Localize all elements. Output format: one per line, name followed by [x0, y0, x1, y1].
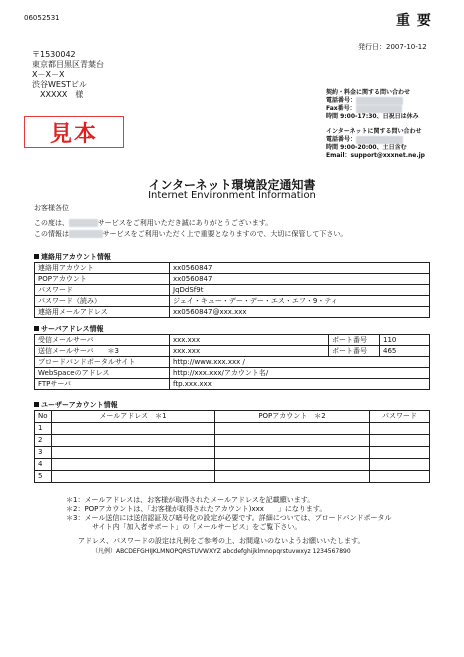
table-row: [35, 423, 430, 435]
email-cell: [52, 471, 215, 483]
table-row: [35, 459, 430, 471]
broadband-label: ブロードバンドポータルサイト: [35, 357, 170, 368]
send-server-label: 送信メールサーバ ＊3: [35, 346, 170, 357]
server-address-heading: サーバアドレス情報: [34, 324, 103, 334]
footer-legend: （凡例）ABCDEFGHIJKLMNOPQRSTUVWXYZ abcdefghijklmnopqrstuvwxyz 1234567890: [92, 548, 351, 555]
address-block: [32, 50, 104, 100]
notes-block: [66, 496, 391, 532]
intro-2-redacted: [69, 230, 103, 238]
tel-value: [356, 97, 403, 105]
important-heading: 重 要: [396, 13, 432, 29]
note-3: ＊3：メール送信には送信認証及び暗号化の設定が必要です。詳細については、ブロードバンドポータル: [66, 514, 392, 522]
tel-label: 電話番号：: [326, 97, 357, 104]
send-port-label: ポート番号: [329, 346, 380, 357]
intro-2-suffix: サービスをご利用いただく上で重要となりますので、大切に保管して下さい。: [102, 230, 348, 238]
ftp-value: ftp.xxx.xxx: [170, 379, 430, 390]
pop-cell: [215, 423, 370, 435]
password-cell: [370, 459, 430, 471]
fax-value: [356, 105, 403, 113]
row-label: パスワード（読み）: [35, 296, 170, 307]
pop-cell: [215, 459, 370, 471]
table-row: [35, 368, 430, 379]
webspace-value: http://xxx.xxx/アカウント名/: [170, 368, 430, 379]
row-label: 連絡用アカウント: [35, 263, 170, 274]
table-header-row: [35, 411, 430, 423]
net-tel-value: [356, 136, 403, 144]
table-row: [35, 285, 430, 296]
email-cell: [52, 435, 215, 447]
webspace-label: WebSpaceのアドレス: [35, 368, 170, 379]
email-cell: [52, 447, 215, 459]
table-row: [35, 296, 430, 307]
row-number: 4: [35, 459, 52, 471]
sample-stamp: 見本: [24, 116, 124, 148]
table-row: [35, 447, 430, 459]
address-line-3: 渋谷WESTビル: [32, 80, 87, 89]
header-no: No: [35, 411, 52, 423]
table-row: [35, 471, 430, 483]
table-row: [35, 263, 430, 274]
row-number: 1: [35, 423, 52, 435]
document-id: 06052531: [24, 14, 60, 22]
table-row: [35, 307, 430, 318]
pop-cell: [215, 447, 370, 459]
net-tel-label: 電話番号：: [326, 136, 357, 143]
server-address-table: [34, 334, 430, 390]
table-row: [35, 435, 430, 447]
pop-cell: [215, 471, 370, 483]
note-1: ＊1：メールアドレスは、お客様が取得されたメールアドレスを記載願います。: [66, 496, 315, 504]
net-inquiry-title: インターネットに関する問い合わせ: [326, 128, 422, 135]
intro-1-prefix: この度は、: [34, 219, 69, 227]
row-label: 連絡用メールアドレス: [35, 307, 170, 318]
row-value: JqDdSf9t: [170, 285, 430, 296]
address-line-2: X－X－X: [32, 70, 65, 79]
recv-server-value: xxx.xxx: [170, 335, 329, 346]
ftp-label: FTPサーバ: [35, 379, 170, 390]
footer-note: アドレス、パスワードの設定は凡例をご参考の上、お間違いのないようお願いいたします。: [78, 537, 365, 545]
header-password: パスワード: [370, 411, 430, 423]
title-en: Internet Environment Information: [148, 190, 316, 201]
row-number: 2: [35, 435, 52, 447]
email-value: support@xxxnet.ne.jp: [350, 152, 425, 159]
table-row: [35, 346, 430, 357]
table-row: [35, 335, 430, 346]
contact-block: [326, 89, 425, 160]
row-label: POPアカウント: [35, 274, 170, 285]
note-2: ＊2：POPアカウントは、「お客様が取得されたアカウント)xxx 」になります。: [66, 505, 327, 513]
table-row: [35, 274, 430, 285]
password-cell: [370, 435, 430, 447]
email-label: Email：: [326, 152, 351, 159]
table-row: [35, 379, 430, 390]
email-cell: [52, 423, 215, 435]
recv-server-label: 受信メールサーバ: [35, 335, 170, 346]
send-server-value: xxx.xxx: [170, 346, 329, 357]
intro-line-2: [34, 229, 347, 239]
intro-line-1: [34, 218, 272, 228]
broadband-value: http://www.xxx.xxx /: [170, 357, 430, 368]
table-row: [35, 357, 430, 368]
row-value: ジェイ・キュー・デー・デー・エス・エフ・9・ティ: [170, 296, 430, 307]
greeting: お客様各位: [34, 204, 69, 212]
row-value: xx0560847: [170, 274, 430, 285]
contact-account-table: [34, 262, 430, 318]
row-number: 3: [35, 447, 52, 459]
row-value: xx0560847: [170, 263, 430, 274]
fax-label: Fax番号：: [326, 105, 356, 112]
password-cell: [370, 471, 430, 483]
intro-1-suffix: サービスをご利用いただき誠にありがとうございます。: [97, 219, 273, 227]
title-ja: インターネット環境設定通知書: [148, 178, 316, 192]
fee-hours: 時間 9:00-17:30、日祝日は休み: [326, 113, 419, 120]
recv-port-label: ポート番号: [329, 335, 380, 346]
postal-code: 〒1530042: [32, 50, 76, 59]
password-cell: [370, 447, 430, 459]
intro-2-prefix: この情報は: [34, 230, 69, 238]
user-account-table: [34, 410, 430, 483]
intro-1-redacted: [69, 219, 98, 227]
header-pop: POPアカウント ＊2: [215, 411, 370, 423]
user-account-heading: ユーザーアカウント情報: [34, 400, 118, 410]
send-port-value: 465: [380, 346, 430, 357]
fee-inquiry-title: 契約・料金に関する問い合わせ: [326, 89, 411, 96]
email-cell: [52, 459, 215, 471]
password-cell: [370, 423, 430, 435]
recv-port-value: 110: [380, 335, 430, 346]
contact-account-heading: 連絡用アカウント情報: [34, 252, 111, 262]
net-hours: 時間 9:00-20:00、土日含む: [326, 144, 407, 151]
address-line-1: 東京都目黒区青葉台: [32, 60, 104, 69]
recipient-name: XXXXX 様: [40, 90, 84, 99]
row-value: xx0560847@xxx.xxx: [170, 307, 430, 318]
pop-cell: [215, 435, 370, 447]
row-label: パスワード: [35, 285, 170, 296]
issue-date: 発行日：2007-10-12: [358, 43, 427, 51]
header-email: メールアドレス ＊1: [52, 411, 215, 423]
row-number: 5: [35, 471, 52, 483]
note-3-continued: サイト内「加入者サポート」の「メールサービス」をご覧下さい。: [92, 523, 302, 531]
